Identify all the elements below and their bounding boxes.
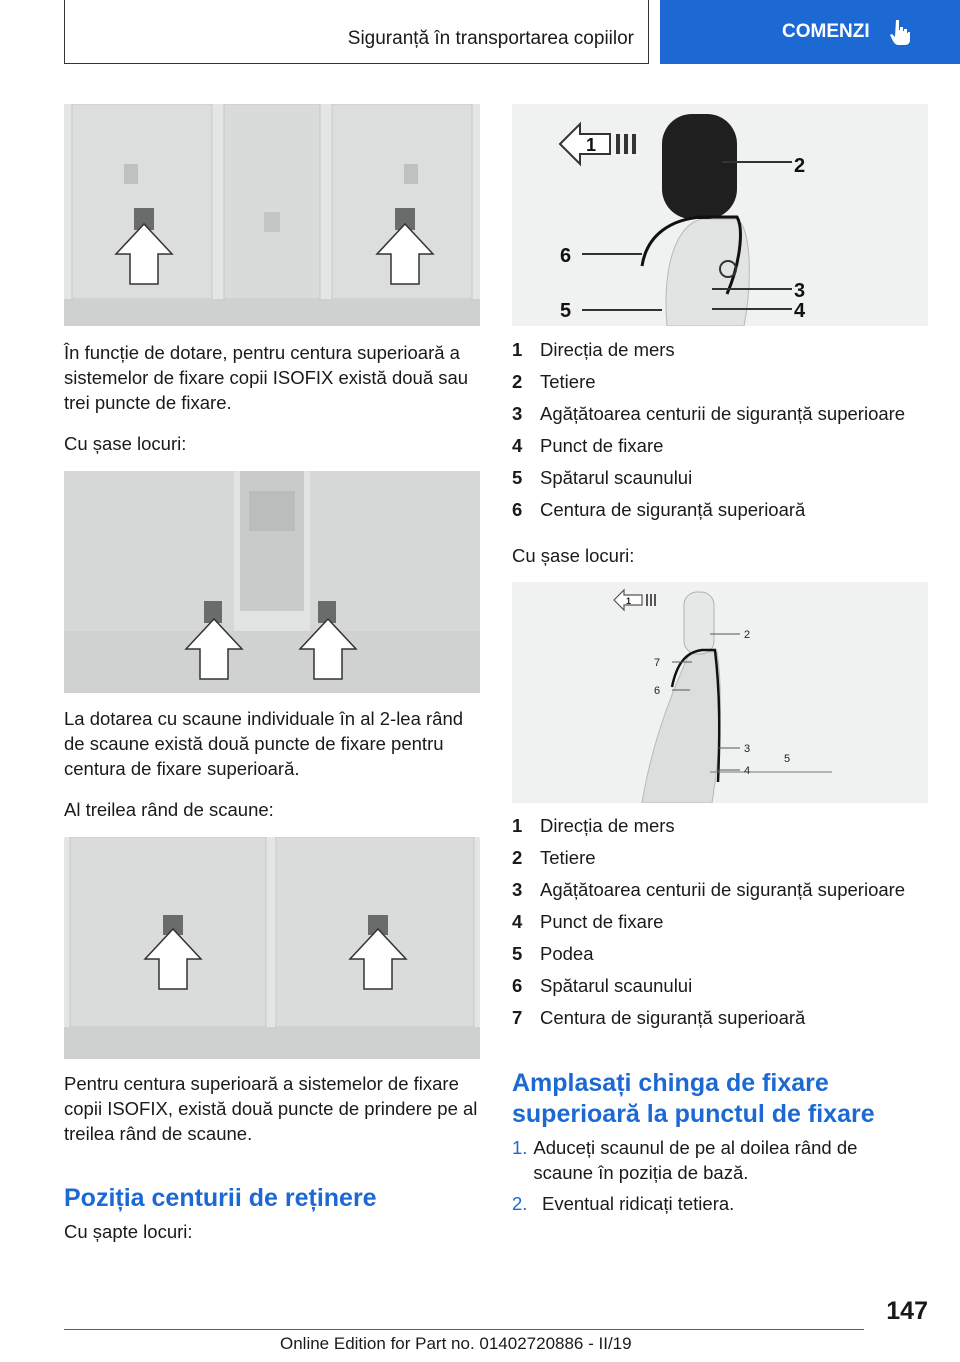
legend-item: 2 Tetiere [512, 371, 596, 392]
third-row-paragraph: Pentru centura superioară a sistemelor de fixare copii ISOFIX, există două puncte de prindere pe al treilea rând de scaune. [64, 1073, 478, 1144]
callout-5: 5 [560, 300, 572, 322]
edition-footer: Online Edition for Part no. 01402720886 - II/19 [280, 1334, 632, 1353]
photo-third-row-anchors [64, 837, 480, 1059]
right-six-seats-label: Cu șase locuri: [512, 545, 635, 566]
step-item: 1. Aduceți scaunul de pe al doilea rând de scaune în poziția de bază. [512, 1137, 858, 1183]
callout-3: 3 [794, 280, 806, 302]
legend-item: 7 Centura de siguranță superioară [512, 1007, 806, 1028]
six-seats-paragraph: La dotarea cu scaune individuale în al 2-lea rând de scaune există două puncte de fixare pentru centura de fixare superioară. [64, 708, 464, 779]
legend-item: 3 Agățătoarea centurii de siguranță superioare [512, 403, 906, 424]
callout-5: 5 [784, 753, 791, 765]
callout-2: 2 [744, 629, 751, 641]
section-title: Siguranță în transportarea copiilor [347, 28, 634, 49]
page-number: 147 [886, 1297, 928, 1325]
position-heading: Poziția centurii de reținere [64, 1184, 377, 1212]
callout-4: 4 [744, 765, 751, 777]
legend-item: 3 Agățătoarea centurii de siguranță superioare [512, 879, 906, 900]
attach-heading: Amplasați chinga de fixare superioară la punctul de fixare [512, 1069, 875, 1128]
steps-list [512, 1135, 922, 1222]
callout-3: 3 [744, 743, 751, 755]
callout-4: 4 [794, 300, 806, 322]
step-item: 2. Eventual ridicați tetiera. [512, 1193, 735, 1214]
legend-item: 4 Punct de fixare [512, 911, 664, 932]
legend-list-2 [512, 815, 905, 1039]
legend-list-1 [512, 339, 905, 531]
legend-item: 6 Centura de siguranță superioară [512, 499, 806, 520]
section-header [64, 0, 649, 64]
callout-1: 1 [586, 135, 597, 155]
pointing-hand-icon [890, 19, 910, 45]
seven-seats-label: Cu șapte locuri: [64, 1221, 193, 1242]
footer-divider [64, 1329, 864, 1330]
intro-paragraph: În funcție de dotare, pentru centura superioară a sistemelor de fixare copii ISOFIX există două sau trei puncte de fixare. [64, 342, 469, 413]
callout-6: 6 [560, 245, 572, 267]
diagram-seven-seats-tether [512, 104, 928, 326]
legend-item: 2 Tetiere [512, 847, 596, 868]
callout-6: 6 [654, 685, 661, 697]
photo-top-tether-anchors [64, 104, 480, 326]
callout-2: 2 [794, 155, 806, 177]
legend-item: 1 Direcția de mers [512, 815, 675, 836]
commands-tab-label: COMENZI [782, 21, 870, 42]
legend-item: 1 Direcția de mers [512, 339, 675, 360]
legend-item: 4 Punct de fixare [512, 435, 664, 456]
callout-1: 1 [626, 596, 632, 606]
legend-item: 6 Spătarul scaunului [512, 975, 693, 996]
six-seats-label: Cu șase locuri: [64, 433, 187, 454]
photo-six-seats-anchors [64, 471, 480, 693]
third-row-label: Al treilea rând de scaune: [64, 799, 274, 820]
diagram-six-seats-tether [512, 582, 928, 803]
callout-7: 7 [654, 657, 661, 669]
legend-item: 5 Spătarul scaunului [512, 467, 693, 488]
legend-item: 5 Podea [512, 943, 594, 964]
commands-tab[interactable] [660, 0, 960, 64]
